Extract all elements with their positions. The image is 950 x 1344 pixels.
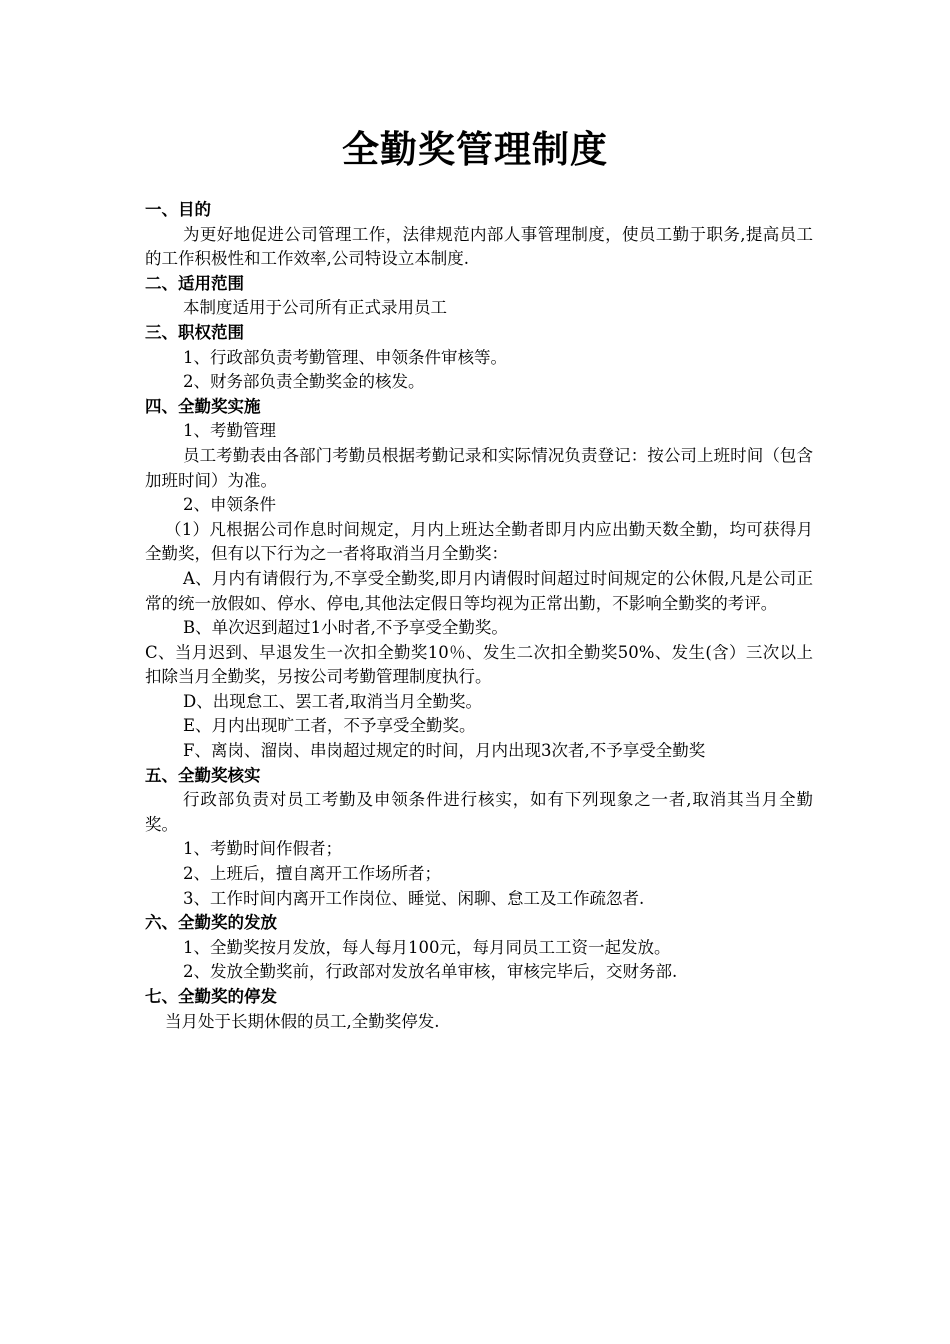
section-heading-implementation: 四、全勤奖实施 [145, 396, 261, 416]
list-item: 2、发放全勤奖前，行政部对发放名单审核，审核完毕后，交财务部. [183, 962, 678, 982]
paragraph: 当月处于长期休假的员工,全勤奖停发. [165, 1011, 440, 1031]
list-item: C、当月迟到、早退发生一次扣全勤奖10％、发生二次扣全勤奖50%、发生(含）三次以上扣除当月全勤奖，另按公司考勤管理制度执行。 [145, 642, 813, 687]
list-item: F、离岗、溜岗、串岗超过规定的时间，月内出现3次者,不予享受全勤奖 [183, 741, 706, 761]
list-item: E、月内出现旷工者，不予享受全勤奖。 [183, 716, 476, 736]
list-item: 3、工作时间内离开工作岗位、睡觉、闲聊、怠工及工作疏忽者. [183, 888, 645, 908]
section-heading-authority: 三、职权范围 [145, 322, 244, 342]
list-item: 2、财务部负责全勤奖金的核发。 [183, 372, 425, 392]
list-item: 2、上班后，擅自离开工作场所者； [183, 864, 441, 884]
document-title: 全勤奖管理制度 [342, 128, 608, 171]
section-heading-scope: 二、适用范围 [145, 273, 244, 293]
subheading: 1、考勤管理 [183, 421, 276, 441]
list-item: 1、考勤时间作假者； [183, 839, 342, 859]
list-item: 1、行政部负责考勤管理、申领条件审核等。 [183, 347, 507, 367]
subheading: 2、申领条件 [183, 495, 276, 515]
section-heading-verification: 五、全勤奖核实 [145, 765, 261, 785]
paragraph: （1）凡根据公司作息时间规定，月内上班达全勤者即月内应出勤天数全勤，均可获得月全勤奖，但有以下行为之一者将取消当月全勤奖： [145, 519, 813, 564]
paragraph: 为更好地促进公司管理工作，法律规范内部人事管理制度，使员工勤于职务,提高员工的工作积极性和工作效率,公司特设立本制度. [145, 224, 813, 269]
paragraph: 员工考勤表由各部门考勤员根据考勤记录和实际情况负责登记：按公司上班时间（包含加班时间）为准。 [145, 445, 813, 490]
section-heading-purpose: 一、目的 [145, 200, 211, 219]
paragraph: 本制度适用于公司所有正式录用员工 [183, 298, 447, 318]
list-item: A、月内有请假行为,不享受全勤奖,即月内请假时间超过时间规定的公休假,凡是公司正常的统一放假如、停水、停电,其他法定假日等均视为正常出勤，不影响全勤奖的考评。 [145, 568, 813, 613]
section-heading-distribution: 六、全勤奖的发放 [145, 913, 277, 933]
section-heading-suspension: 七、全勤奖的停发 [145, 987, 277, 1006]
paragraph: 行政部负责对员工考勤及申领条件进行核实，如有下列现象之一者,取消其当月全勤奖。 [145, 790, 813, 834]
document-body [145, 198, 813, 1034]
list-item: D、出现怠工、罢工者,取消当月全勤奖。 [183, 691, 482, 711]
list-item: B、单次迟到超过1小时者,不予享受全勤奖。 [183, 618, 508, 638]
list-item: 1、全勤奖按月发放，每人每月100元，每月同员工工资一起发放。 [183, 937, 671, 957]
